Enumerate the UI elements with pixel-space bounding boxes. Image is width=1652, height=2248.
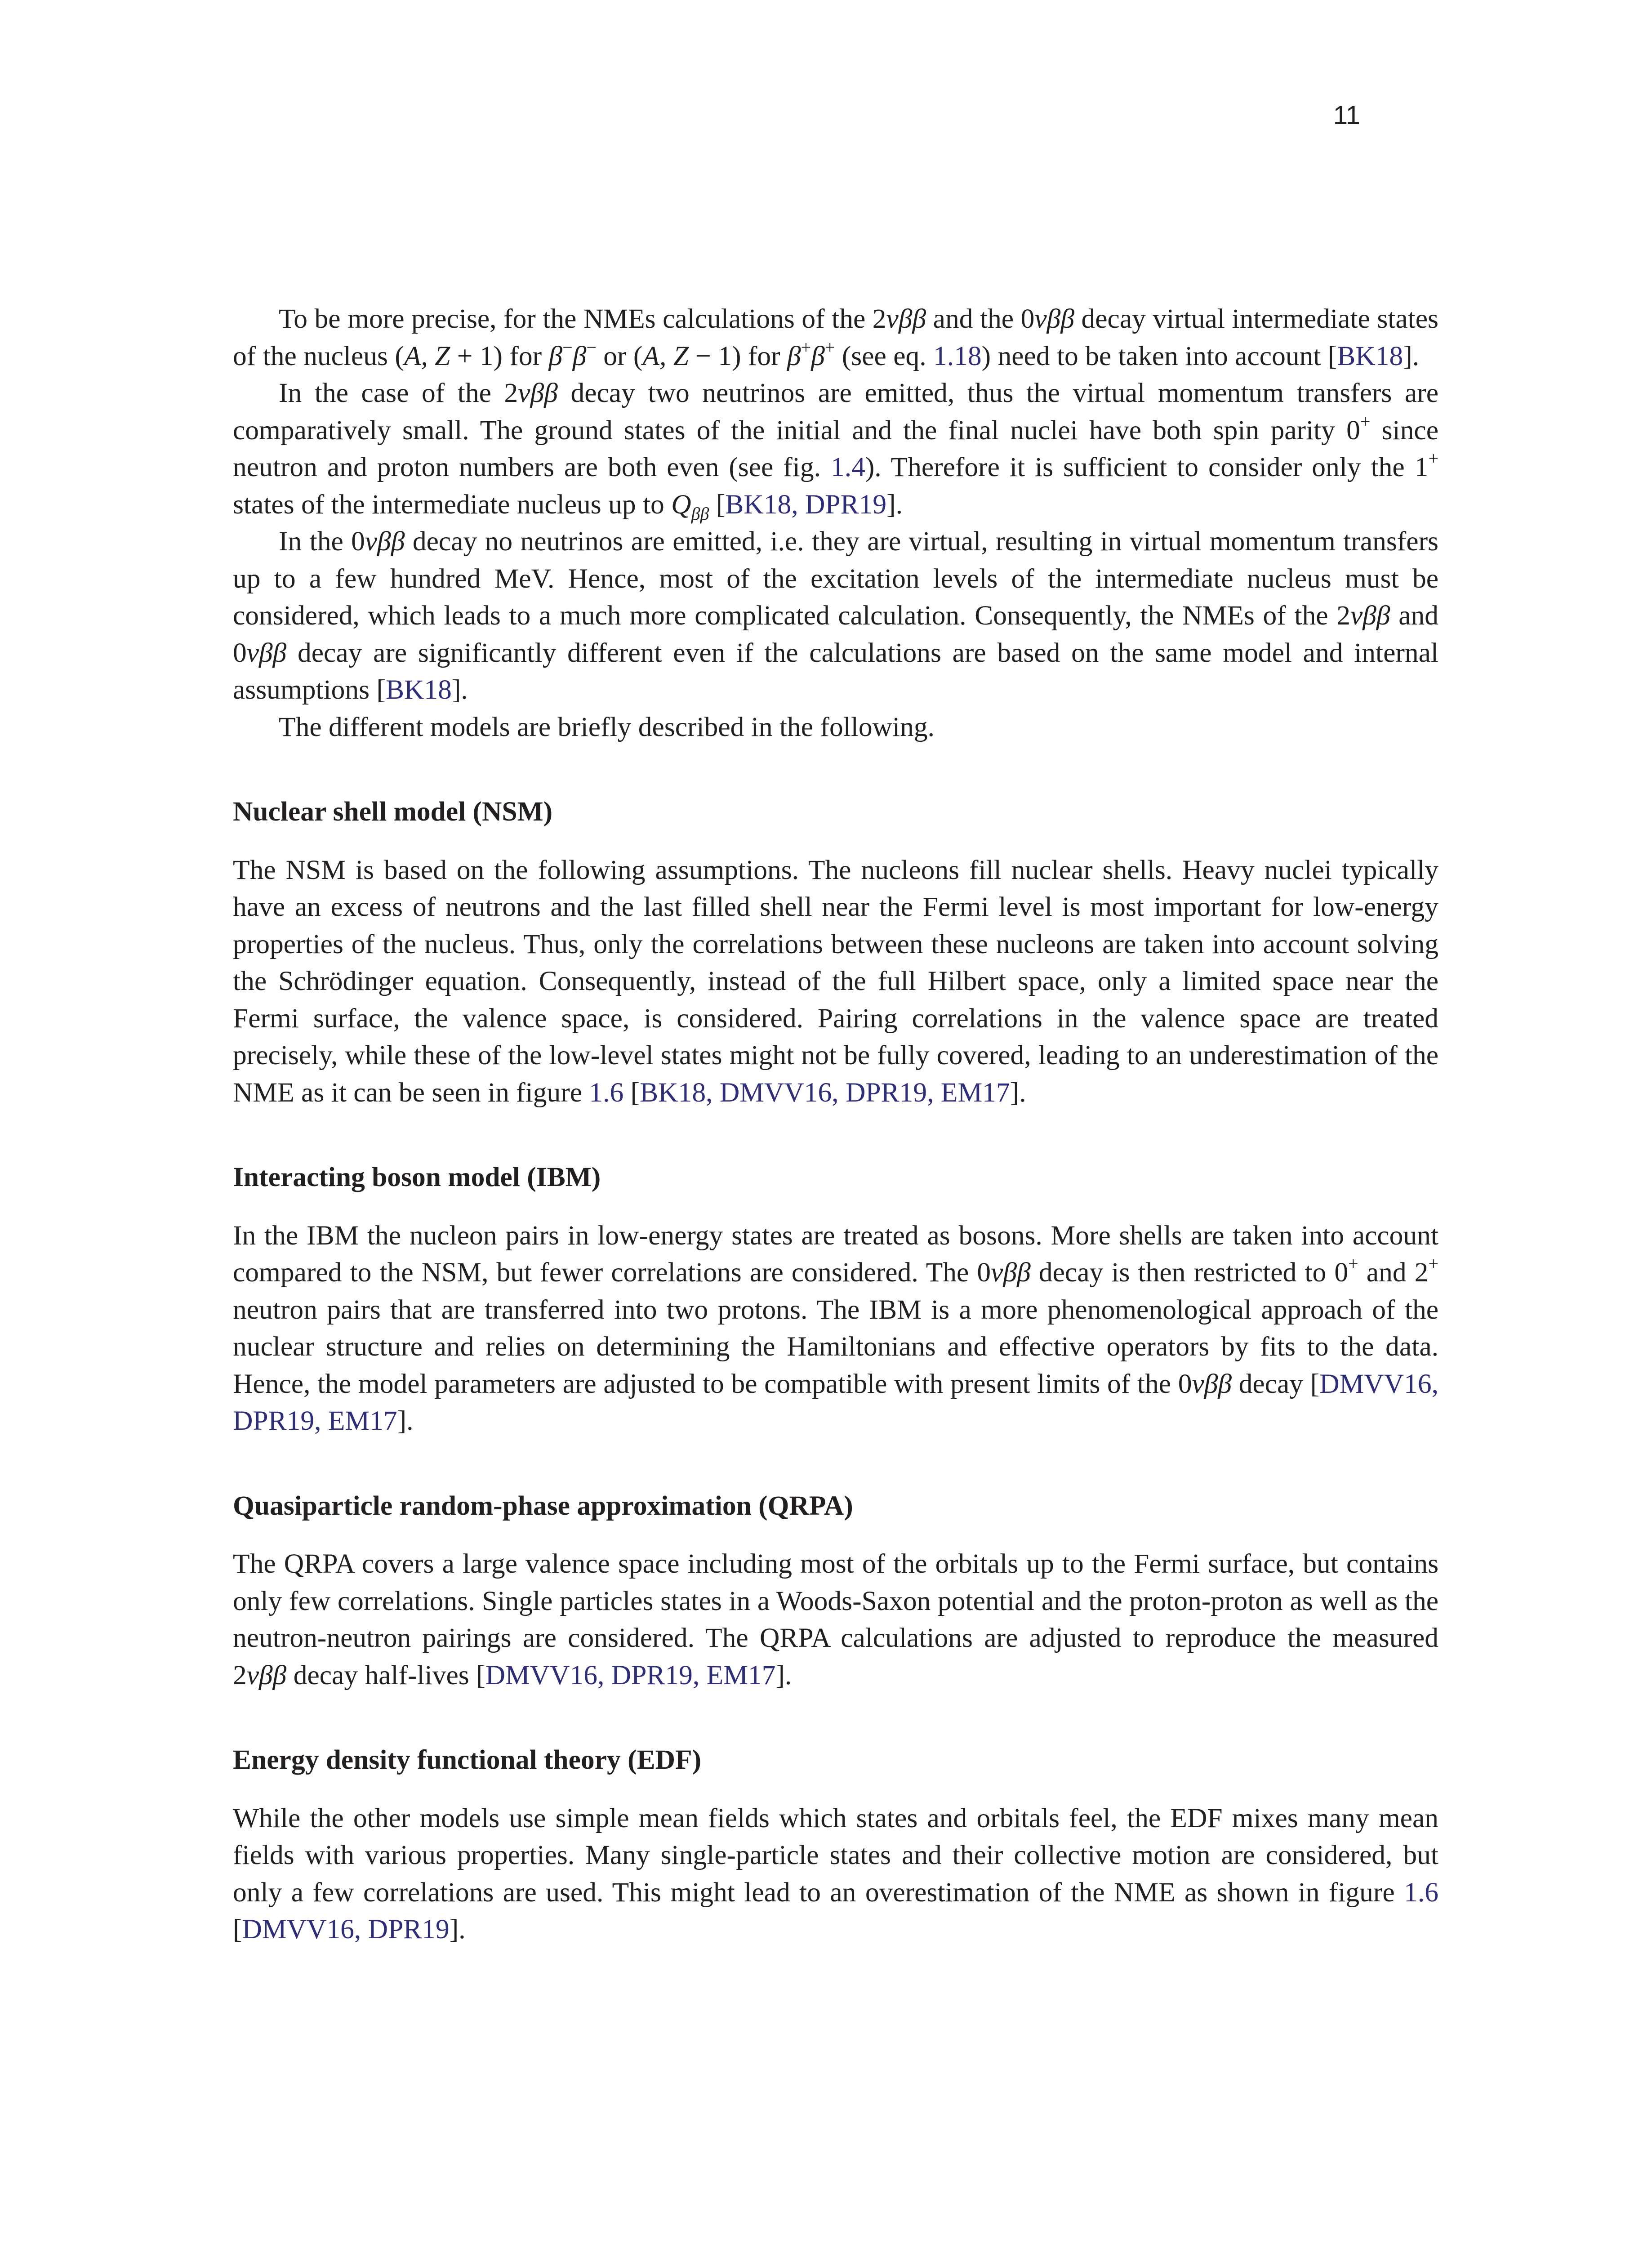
page-body	[233, 300, 1438, 1948]
citation-link[interactable]: DMVV16, DPR19, EM17	[485, 1659, 776, 1690]
section-heading-nsm: Nuclear shell model (NSM)	[233, 796, 553, 827]
page-number: 11	[1333, 101, 1360, 130]
citation-link[interactable]: BK18	[385, 674, 452, 705]
equation-link[interactable]: 1.18	[933, 340, 982, 371]
citation-link[interactable]: BK18	[1337, 340, 1403, 371]
section-heading-qrpa: Quasiparticle random-phase approximation (QRPA)	[233, 1490, 853, 1521]
figure-link[interactable]: 1.6	[589, 1077, 624, 1108]
citation-link[interactable]: DMVV16, DPR19, EM17	[233, 1368, 1438, 1436]
citation-link[interactable]: BK18, DMVV16, DPR19, EM17	[640, 1077, 1010, 1108]
intro-paragraph-4: The different models are briefly described in the following.	[279, 711, 935, 742]
section-heading-ibm: Interacting boson model (IBM)	[233, 1162, 601, 1192]
intro-paragraph-2: In the case of the 2νββ decay two neutrinos are emitted, thus the virtual momentum transfers are comparatively small. The ground states of the initial and the final nuclei have both spin parity 0+ since neutron and proton numbers are both even (see fig. 1.4). Therefore it is sufficient to consider only the 1+ states of the intermediate nucleus up to $Q_{\beta\beta}$ [BK18, DPR19].	[233, 378, 1438, 524]
section-heading-edf: Energy density functional theory (EDF)	[233, 1744, 702, 1775]
intro-paragraph-1: To be more precise, for the NMEs calculations of the 2νββ and the 0νββ decay virtual intermediate states of the nucleus (A, Z + 1) for β−β− or (A, Z − 1) for β+β+ (see eq. 1.18) need to be taken into account [BK18].	[233, 303, 1438, 371]
figure-link[interactable]: 1.4	[830, 452, 865, 482]
section-paragraph-edf: While the other models use simple mean fields which states and orbitals feel, the EDF mixes many mean fields with various properties. Many single-particle states and their collective motion are considered, but only a few correlations are used. This might lead to an overestimation of the NME as shown in figure 1.6 [DMVV16, DPR19].	[233, 1802, 1438, 1945]
section-paragraph-qrpa: The QRPA covers a large valence space including most of the orbitals up to the Fermi surface, but contains only few correlations. Single particles states in a Woods-Saxon potential and the proton-proton as well as the neutron-neutron pairings are considered. The QRPA calculations are adjusted to reproduce the measured 2νββ decay half-lives [DMVV16, DPR19, EM17].	[233, 1548, 1438, 1690]
citation-link[interactable]: DMVV16, DPR19	[242, 1914, 450, 1945]
citation-link[interactable]: BK18, DPR19	[725, 489, 887, 520]
section-paragraph-nsm: The NSM is based on the following assumptions. The nucleons fill nuclear shells. Heavy nuclei typically have an excess of neutrons and the last filled shell near the Fermi level is most important for low-energy properties of the nucleus. Thus, only the correlations between these nucleons are taken into account solving the Schrödinger equation. Consequently, instead of the full Hilbert space, only a limited space near the Fermi surface, the valence space, is considered. Pairing correlations in the valence space are treated precisely, while these of the low-level states might not be fully covered, leading to an underestimation of the NME as it can be seen in figure 1.6 [BK18, DMVV16, DPR19, EM17].	[233, 854, 1438, 1108]
figure-link[interactable]: 1.6	[1404, 1877, 1438, 1908]
intro-paragraph-3: In the 0νββ decay no neutrinos are emitted, i.e. they are virtual, resulting in virtual momentum transfers up to a few hundred MeV. Hence, most of the excitation levels of the intermediate nucleus must be considered, which leads to a much more complicated calculation. Consequently, the NMEs of the 2νββ and 0νββ decay are significantly different even if the calculations are based on the same model and internal assumptions [BK18].	[233, 526, 1438, 705]
section-paragraph-ibm: In the IBM the nucleon pairs in low-energy states are treated as bosons. More shells are taken into account compared to the NSM, but fewer correlations are considered. The 0νββ decay is then restricted to 0+ and 2+ neutron pairs that are transferred into two protons. The IBM is a more phenomenological approach of the nuclear structure and relies on determining the Hamiltonians and effective operators by fits to the data. Hence, the model parameters are adjusted to be compatible with present limits of the 0νββ decay [DMVV16, DPR19, EM17].	[233, 1220, 1438, 1436]
